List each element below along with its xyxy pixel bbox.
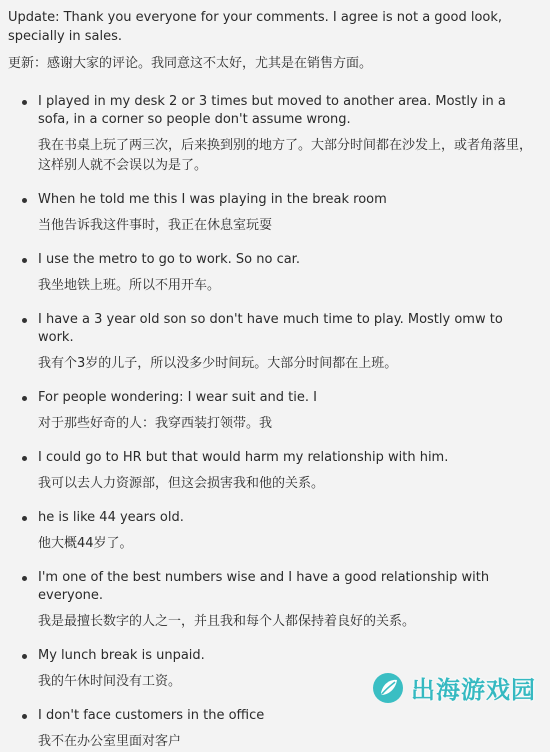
bullet-icon: [22, 714, 27, 719]
list-item: [8, 707, 536, 752]
bullet-icon: [22, 456, 27, 461]
bullet-icon: [22, 100, 27, 105]
item-english: I don't face customers in the office: [38, 708, 265, 723]
bullet-icon: [22, 516, 27, 521]
bullet-icon: [22, 258, 27, 263]
item-chinese: 我有个3岁的儿子，所以没多少时间玩。大部分时间都在上班。: [38, 356, 398, 371]
list-item: [8, 389, 536, 434]
item-english: I have a 3 year old son so don't have much time to play. Mostly omw to work.: [38, 312, 503, 345]
item-english: For people wondering: I wear suit and tie. I: [38, 390, 317, 405]
item-english: he is like 44 years old.: [38, 510, 184, 525]
item-english: I could go to HR but that would harm my relationship with him.: [38, 450, 449, 465]
item-chinese: 当他告诉我这件事时，我正在休息室玩耍: [38, 218, 273, 233]
list-item: [8, 191, 536, 236]
item-chinese: 我的午休时间没有工资。: [38, 674, 182, 689]
watermark-text: 出海游戏园: [411, 676, 536, 704]
list-item: [8, 509, 536, 554]
list-item: [8, 93, 536, 176]
item-english: When he told me this I was playing in the break room: [38, 192, 387, 207]
item-english: I played in my desk 2 or 3 times but moved to another area. Mostly in a sofa, in a corner so people don't assume wrong.: [38, 94, 506, 127]
bullet-icon: [22, 198, 27, 203]
item-english: My lunch break is unpaid.: [38, 648, 205, 663]
list-item: [8, 569, 536, 632]
bullet-icon: [22, 318, 27, 323]
item-english: I'm one of the best numbers wise and I have a good relationship with everyone.: [38, 570, 490, 603]
list-item: [8, 251, 536, 296]
item-chinese: 我可以去人力资源部，但这会损害我和他的关系。: [38, 476, 325, 491]
item-chinese: 我在书桌上玩了两三次，后来换到别的地方了。大部分时间都在沙发上，或者角落里，这样别人就不会误以为是了。: [38, 138, 533, 173]
list-item: [8, 449, 536, 494]
item-chinese: 他大概44岁了。: [38, 536, 133, 551]
bullet-icon: [22, 396, 27, 401]
item-chinese: 我不在办公室里面对客户: [38, 734, 182, 749]
comment-list: [8, 93, 536, 752]
watermark: [371, 670, 536, 705]
leaf-logo-icon: [371, 671, 405, 705]
bullet-icon: [22, 654, 27, 659]
item-english: I use the metro to go to work. So no car.: [38, 252, 300, 267]
update-english: Update: Thank you everyone for your comments. I agree is not a good look, specially in sales.: [8, 10, 503, 44]
item-chinese: 我坐地铁上班。所以不用开车。: [38, 278, 221, 293]
item-chinese: 对于那些好奇的人：我穿西装打领带。我: [38, 416, 273, 431]
bullet-icon: [22, 576, 27, 581]
item-chinese: 我是最擅长数字的人之一，并且我和每个人都保持着良好的关系。: [38, 614, 416, 629]
update-chinese: 更新：感谢大家的评论。我同意这不太好，尤其是在销售方面。: [8, 56, 373, 71]
list-item: [8, 311, 536, 374]
